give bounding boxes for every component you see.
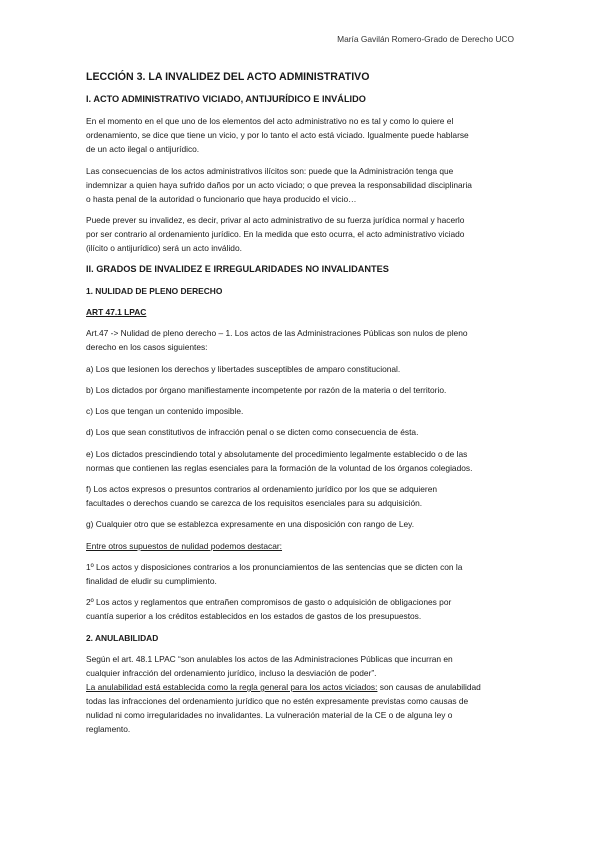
list-item	[86, 447, 526, 475]
text-line: ordenamiento, se dice que tiene un vicio, y por lo tanto el acto está viciado. Igualmente puede hablarse	[86, 130, 469, 140]
underlined-text: La anulabilidad está establecida como la regla general para los actos viciados:	[86, 682, 378, 692]
text-line: cualquier infracción del ordenamiento jurídico, incluso la desviación de poder”.	[86, 668, 377, 678]
paragraph	[86, 114, 526, 156]
text-line: d) Los que sean constitutivos de infracción penal o se dicten como consecuencia de ésta.	[86, 427, 419, 437]
list-item	[86, 425, 526, 439]
text-line: Puede prever su invalidez, es decir, privar al acto administrativo de su fuerza jurídica normal y hacerlo	[86, 215, 465, 225]
list-item	[86, 482, 526, 510]
list-item	[86, 383, 526, 397]
text-line: de un acto ilegal o antijurídico.	[86, 144, 200, 154]
text-line: Art.47 -> Nulidad de pleno derecho – 1. Los actos de las Administraciones Públicas son nulos de pleno	[86, 328, 468, 338]
text-line: g) Cualquier otro que se establezca expresamente en una disposición con rango de Ley.	[86, 519, 415, 529]
text: son causas de anulabilidad	[377, 682, 481, 692]
text-line: a) Los que lesionen los derechos y libertades susceptibles de amparo constitucional.	[86, 364, 401, 374]
nulidad-supuestos-heading: Entre otros supuestos de nulidad podemos destacar:	[86, 541, 283, 551]
art-label: ART 47.1 LPAC	[86, 307, 147, 317]
paragraph-lines	[86, 694, 526, 736]
section2-heading: II. GRADOS DE INVALIDEZ E IRREGULARIDADES NO INVALIDANTES	[86, 264, 389, 274]
text-line: nulidad ni como irregularidades no invalidantes. La vulneración material de la CE o de alguna ley o	[86, 710, 453, 720]
section1-heading: I. ACTO ADMINISTRATIVO VICIADO, ANTIJURÍDICO E INVÁLIDO	[86, 94, 366, 104]
text-line: (ilícito o antijurídico) será un acto inválido.	[86, 243, 242, 253]
text-line: facultades o derechos cuando se carezca de los requisitos esenciales para su adquisición.	[86, 498, 423, 508]
text-line: por ser contrario al ordenamiento jurídico. En la medida que esto ocurra, el acto administrativo viciado	[86, 229, 465, 239]
text-line: derecho en los casos siguientes:	[86, 342, 208, 352]
list-item	[86, 595, 526, 623]
lesson-title: LECCIÓN 3. LA INVALIDEZ DEL ACTO ADMINISTRATIVO	[86, 71, 370, 83]
text-line: cuantía superior a los créditos establecidos en los estados de gastos de los presupuestos.	[86, 611, 422, 621]
page-header: María Gavilán Romero-Grado de Derecho UCO	[337, 34, 514, 44]
text-line: Según el art. 48.1 LPAC “son anulables los actos de las Administraciones Públicas que incurran en	[86, 654, 453, 664]
text-line: finalidad de eludir su cumplimiento.	[86, 576, 217, 586]
anulabilidad-paragraph	[86, 680, 526, 736]
list-item	[86, 404, 526, 418]
list-item	[86, 560, 526, 588]
text-line: reglamento.	[86, 724, 131, 734]
list-item	[86, 517, 526, 531]
text-line: normas que contienen las reglas esenciales para la formación de la voluntad de los órganos colegiados.	[86, 463, 473, 473]
subheading-nulidad: 1. NULIDAD DE PLENO DERECHO	[86, 286, 223, 296]
article-text	[86, 326, 526, 354]
text-line: o hasta penal de la autoridad o funcionario que haya producido el vicio…	[86, 194, 357, 204]
text-line: indemnizar a quien haya sufrido daños por un acto viciado; o que prevea la responsabilidad disciplinaria	[86, 180, 472, 190]
paragraph	[86, 652, 526, 680]
subheading-anulabilidad: 2. ANULABILIDAD	[86, 633, 159, 643]
text-line: En el momento en el que uno de los elementos del acto administrativo no es tal y como lo quiere el	[86, 116, 454, 126]
paragraph	[86, 164, 526, 206]
text-line: f) Los actos expresos o presuntos contrarios al ordenamiento jurídico por los que se adquieren	[86, 484, 438, 494]
text-line: todas las infracciones del ordenamiento jurídico que no estén expresamente previstas como causas de	[86, 696, 469, 706]
text-line: e) Los dictados prescindiendo total y absolutamente del procedimiento legalmente establecido o de las	[86, 449, 468, 459]
text-line: 1º Los actos y disposiciones contrarios a los pronunciamientos de las sentencias que se dicten con la	[86, 562, 463, 572]
text-line: 2º Los actos y reglamentos que entrañen compromisos de gasto o adquisición de obligaciones por	[86, 597, 452, 607]
list-item	[86, 362, 526, 376]
text-line: c) Los que tengan un contenido imposible.	[86, 406, 244, 416]
paragraph	[86, 213, 526, 255]
text-line: b) Los dictados por órgano manifiestamente incompetente por razón de la materia o del territorio.	[86, 385, 447, 395]
text-line: Las consecuencias de los actos administrativos ilícitos son: puede que la Administración tenga que	[86, 166, 454, 176]
